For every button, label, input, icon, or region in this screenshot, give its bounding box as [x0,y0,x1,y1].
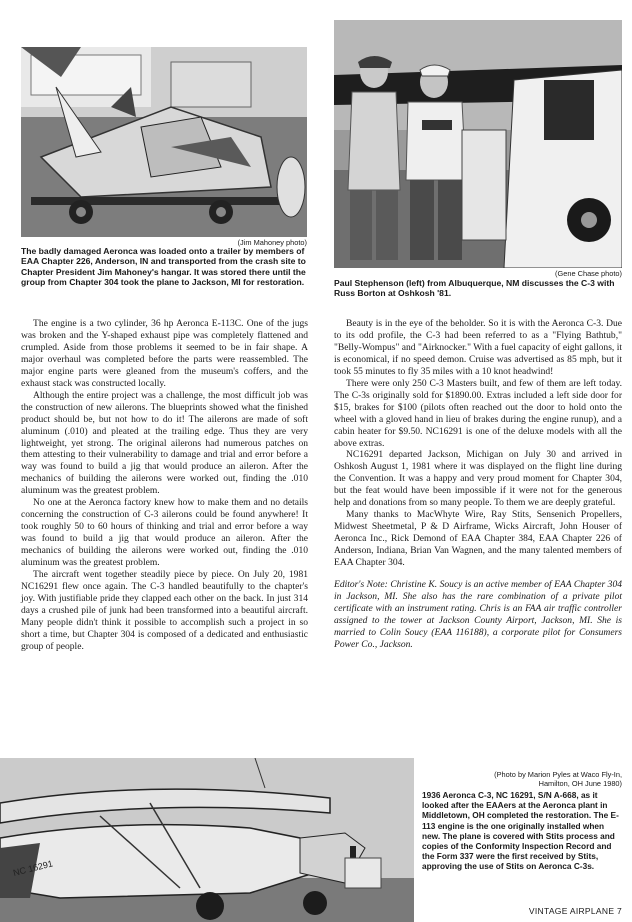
photo3-credit-line1: (Photo by Marion Pyles at Waco Fly-In, [494,770,622,779]
photo1-credit: (Jim Mahoney photo) [237,238,307,247]
wreck-on-trailer-photo [21,47,307,237]
left-paragraph: The engine is a two cylinder, 36 hp Aeronca E-113C. One of the jugs was broken and the Y-shaped exhaust pipe was completely flattened and crumpled. Aside from those problems it seemed to be in fair shape. A major overhaul was completed before the parts were reassembled. The major engine parts were gleaned from the museum's coffers, and the exhaust stack was constructed locally. [21,318,308,389]
left-paragraph: Although the entire project was a challenge, the most difficult job was the construction of new ailerons. The blueprints showed what the finished product should be, but not how to do it! The ailerons are made of soft aluminum (.010) and pleated at the trailing edge. Thus they are very lightweight, yet strong. The original ailerons had numerous patches on them attesting to their vulnerability to damage and trial and error before a way was found to build a jig that would produce an aileron. After the mechanics of building the ailerons were worked out, finding the .010 aluminum was the greatest problem. [21,389,308,497]
right-paragraph: NC16291 departed Jackson, Michigan on July 30 and arrived in Oshkosh August 1, 1981 where it was displayed on the flight line during the Convention. It was a happy and very proud moment for Chapter 304, but the feat would have been impossible if it were not for the generous help and donations from so many people. To them we are deeply grateful. [334,449,622,509]
right-paragraph: Beauty is in the eye of the beholder. So it is with the Aeronca C-3. Due to its odd profile, the C-3 had been referred to as a "Flying Bathtub," "Belly-Wompus" and "Airknocker." With a fuel capacity of eight gallons, it is economical, if no speed demon. Cruise was advertised as 85 mph, but it took 55 minutes to fly 35 miles with a 10 knot headwind! [334,318,622,377]
right-paragraph: Many thanks to MacWhyte Wire, Ray Stits, Sensenich Propellers, Midwest Sheetmetal, P & D Airframe, Wicks Aircraft, John Houser of Aeronca Inc., Rick Demond of EAA Chapter 384, EAA Chapter 226 of Anderson, Indiana, Brian Van Wagnen, and the many talented members of EAA Chapter 304. [334,509,622,569]
page-footer: VINTAGE AIRPLANE 7 [528,906,622,916]
tail-number-label: NC 16291 [12,858,54,878]
editors-note: Editor's Note: Christine K. Soucy is an active member of EAA Chapter 304 in Jackson, MI. She also has the rare combination of a private pilot certificate with an instrument rating. Chris is an FAA air traffic controller assigned to the tower at Jackson County Airport, Jackson, MI. She is married to Colin Soucy (EAA 116188), a corporate pilot for Consumers Power Co., Jackson. [334,579,622,650]
right-paragraph: There were only 250 C-3 Masters built, and few of them are left today. The C-3s originally sold for $1890.00. Extras included a left side door for $15, brakes for $100 (pilots often reached out the door to hold onto the wheel with a gloved hand in lieu of brakes during the engine runup), and a cabin heater for $9.50. NC16291 is one of the deluxe models with all the above extras. [334,377,622,449]
restored-aeronca-photo [0,758,414,922]
photo3-caption: 1936 Aeronca C-3, NC 16291, S/N A-668, as it looked after the EAAers at the Aeronca plant in Middletown, OH completed the restoration. The E-113 engine is the one originally installed when new. The plane is covered with Stits process and copies of the Conformity Inspection Record and the Form 337 were the first received by Stits, approving the use of Stits on Aeronca C-3s. [422,790,619,872]
photo1-caption: The badly damaged Aeronca was loaded onto a trailer by members of EAA Chapter 226, Anderson, IN and transported from the crash site to Chapter President Jim Mahoney's hangar. It was stored there until the group from Chapter 304 took the plane to Jackson, MI for restoration. [21,246,306,288]
left-paragraph: The aircraft went together steadily piece by piece. On July 20, 1981 NC16291 flew once again. The C-3 handled beautifully to the chapter's joy. With justifiable pride they clapped each other on the back. In just 314 days a crushed pile of junk had been transformed into a beautiful aircraft. Many people didn't think it possible to accomplish such a project in so short a time, but Chapter 304 is composed of a dedicated and enthusiastic group of people. [21,569,308,652]
photo2-caption: Paul Stephenson (left) from Albuquerque, NM discusses the C-3 with Russ Borton at Oshkosh '81. [334,278,615,299]
left-column [21,318,308,653]
photo2-credit: (Gene Chase photo) [555,269,622,278]
photo3-credit-line2: Hamilton, OH June 1980) [538,779,622,788]
left-paragraph: No one at the Aeronca factory knew how to make them and no details concerning the construction of C-3 ailerons could be found anywhere! It took roughly 50 to 60 hours of thinking and trial and error before a way was found to build a jig that would produce an aileron. After the mechanics of building the ailerons were worked out, finding the .010 aluminum was the greatest problem. [21,497,308,569]
oshkosh-discussion-photo [334,20,622,268]
right-column [334,318,622,651]
